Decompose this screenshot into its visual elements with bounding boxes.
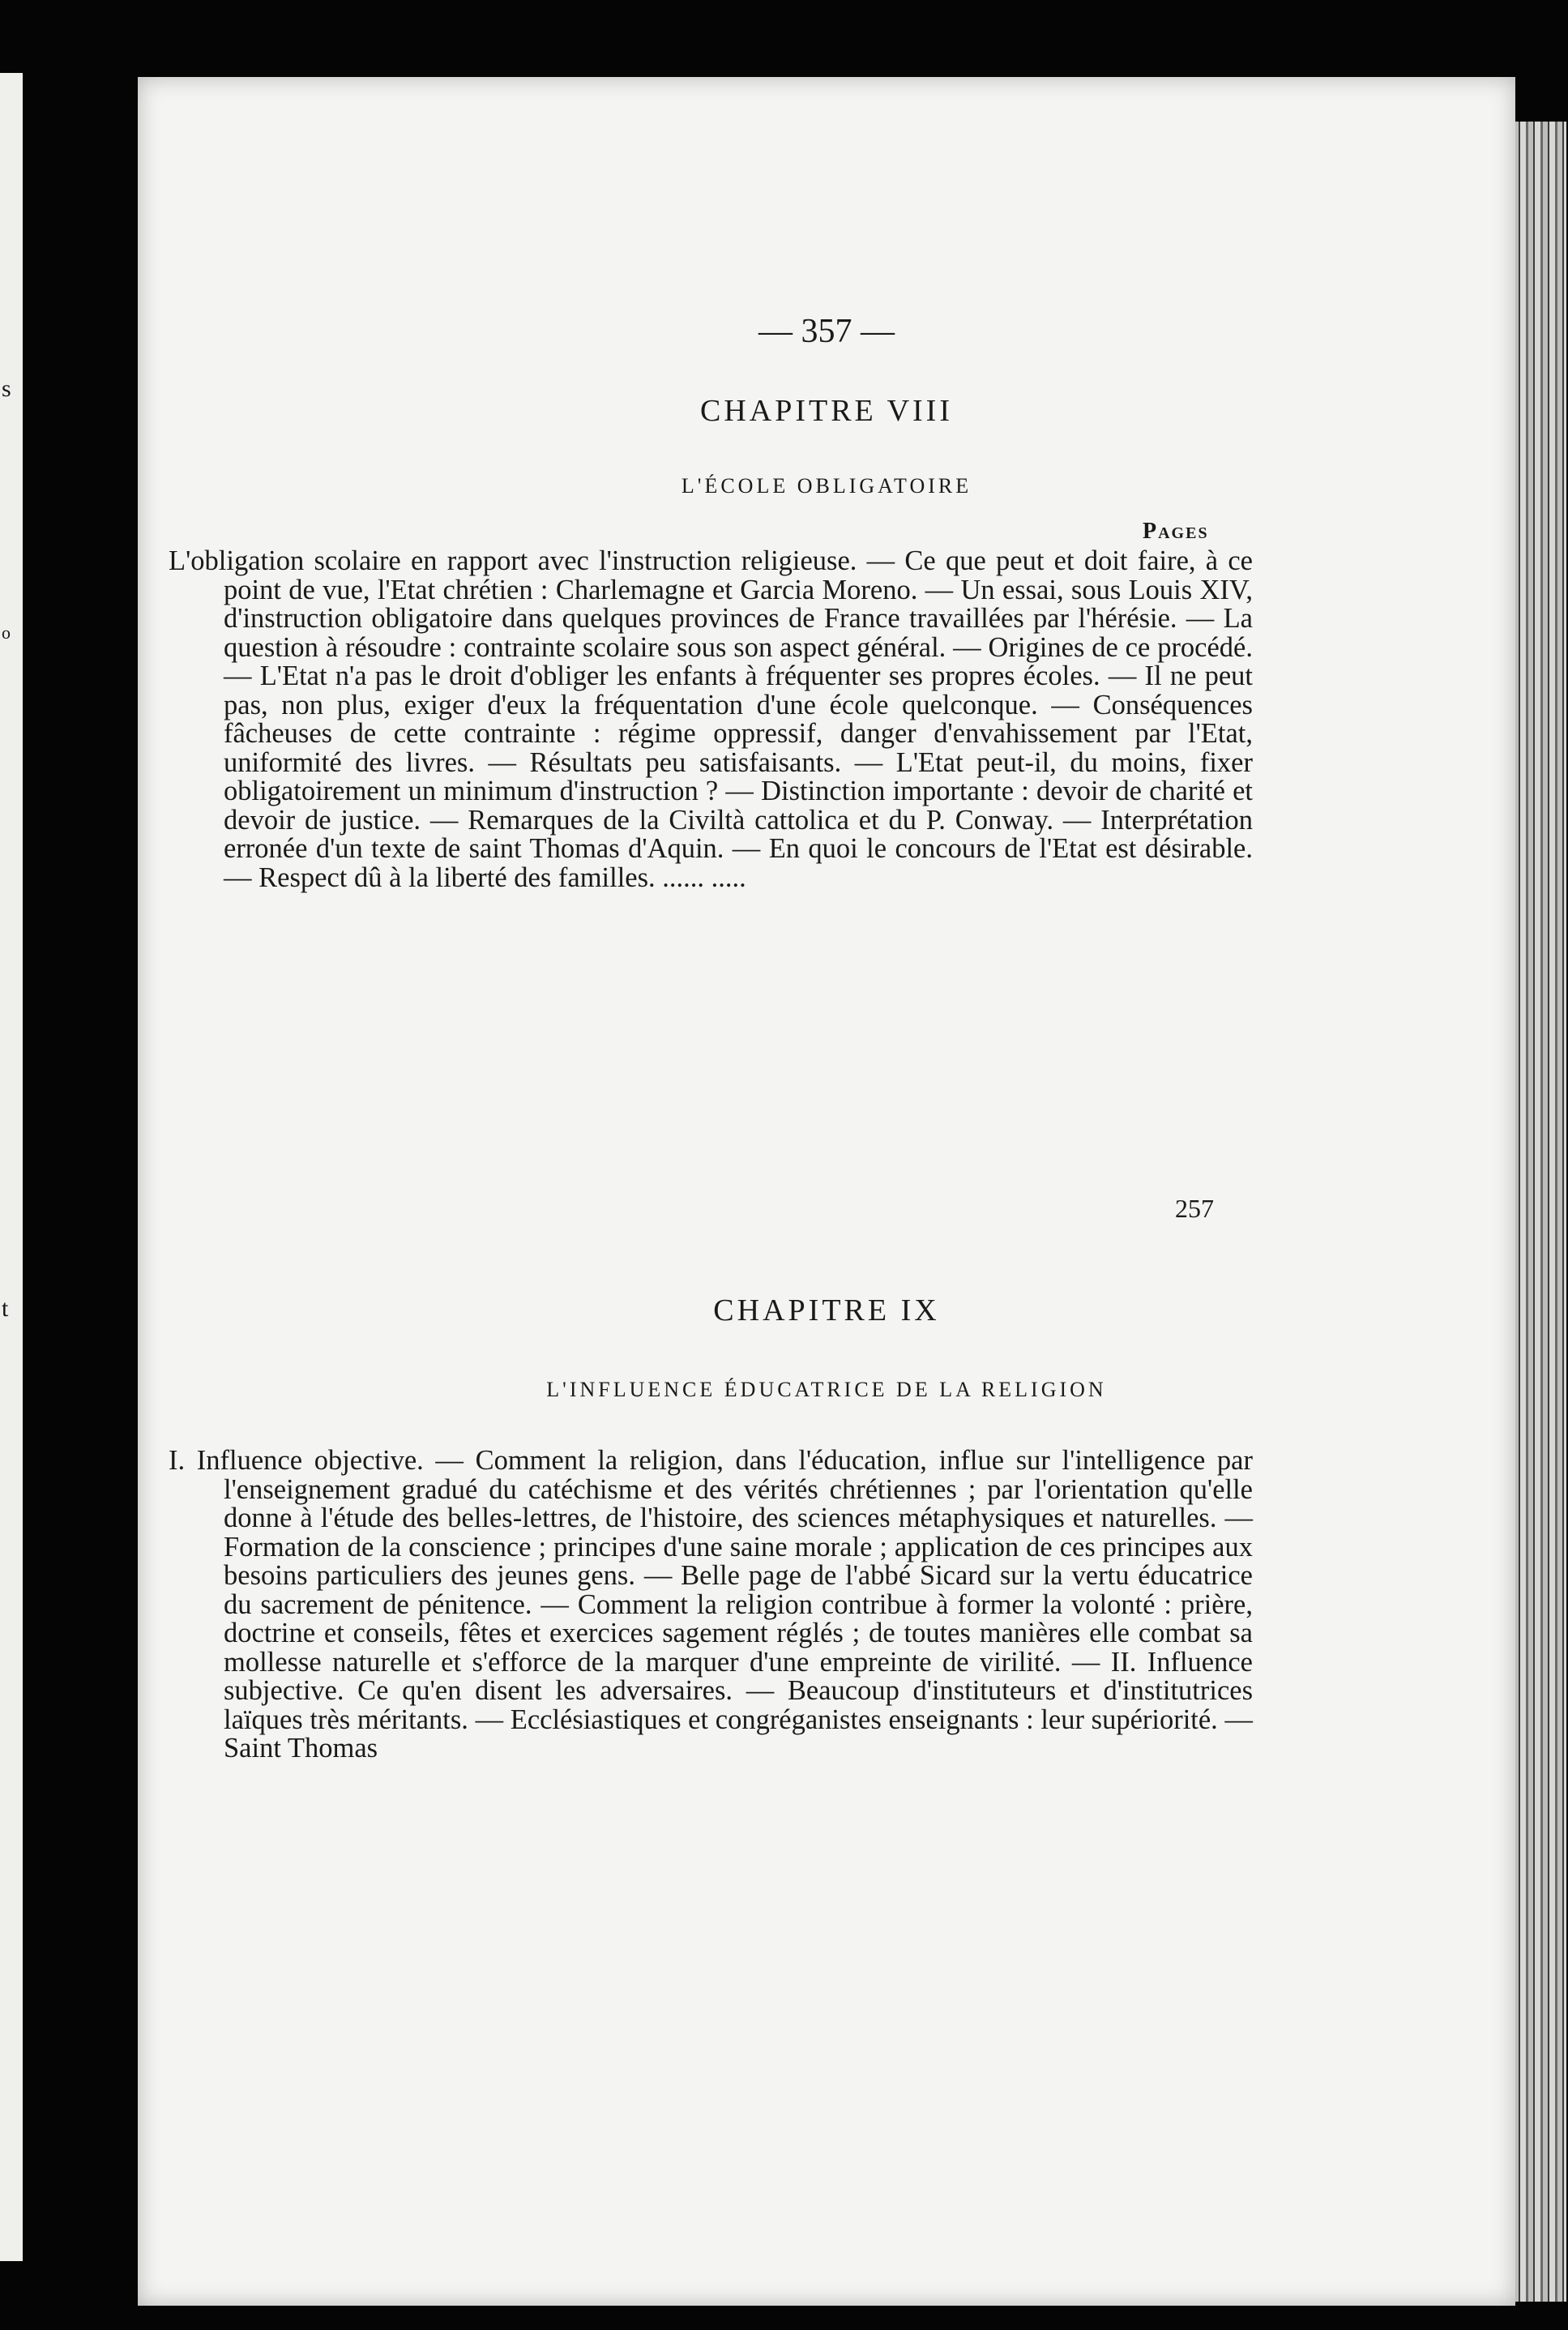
chapter-8-summary: L'obligation scolaire en rapport avec l'instruction religieuse. — Ce que peut et doit faire, à ce point de vue, l'Etat chrétien : Charlemagne et Garcia Moreno. — Un essai, sous Louis XIV, d'instruction obligatoire dans quelques provinces de France travaillées par l'hérésie. — La question à résoudre : contrainte scolaire sous son aspect général. — Origines de ce procédé. — L'Etat n'a pas le droit d'obliger les enfants à fréquenter ses propres écoles. — Il ne peut pas, non plus, exiger d'eux la fréquentation d'une école quelconque. — Conséquences fâcheuses de cette contrainte : régime oppressif, danger d'envahissement par l'Etat, uniformité des livres. — Résultats peu satisfaisants. — L'Etat peut-il, du moins, fixer obligatoirement un minimum d'instruction ? — Distinction importante : devoir de charité et devoir de justice. — Remarques de la Civiltà cattolica et du P. Conway. — Interprétation erronée d'un texte de saint Thomas d'Aquin. — En quoi le concours de l'Etat est désirable. — Respect dû à la liberté des familles. ...... ..... [169, 545, 1253, 893]
chapter-9-summary: I. Influence objective. — Comment la religion, dans l'éducation, influe sur l'intelligence par l'enseignement gradué du catéchisme et des vérités chrétiennes ; par l'orientation qu'elle donne à l'étude des belles-lettres, de l'histoire, des sciences métaphysiques et naturelles. — Formation de la conscience ; principes d'une saine morale ; application de ces principes aux besoins particuliers des jeunes gens. — Belle page de l'abbé Sicard sur la vertu éducatrice du sacrement de pénitence. — Comment la religion contribue à former la volonté : prière, doctrine et conseils, fêtes et exercices sagement réglés ; de toutes manières elle combat sa mollesse naturelle et s'efforce de la marquer d'une empreinte de virilité. — II. Influence subjective. Ce qu'en disent les adversaires. — Beaucoup d'instituteurs et d'institutrices laïques très méritants. — Ecclésiastiques et congréganistes enseignants : leur supériorité. — Saint Thomas [169, 1445, 1253, 1764]
chapter-9-heading: CHAPITRE IX [713, 1293, 940, 1327]
book-page [138, 77, 1515, 2306]
chapter-8-page-ref: 257 [1175, 1194, 1214, 1223]
chapter-9-title: L'INFLUENCE ÉDUCATRICE DE LA RELIGION [546, 1378, 1107, 1401]
adjacent-page-edge [0, 73, 23, 2261]
adjacent-page-fragment: s [2, 375, 11, 402]
adjacent-page-fragment: o [2, 622, 11, 643]
chapter-8-heading: CHAPITRE VIII [699, 394, 953, 428]
chapter-8-title: L'ÉCOLE OBLIGATOIRE [681, 474, 972, 498]
adjacent-page-fragment: t [2, 1295, 9, 1322]
page-number: — 357 — [758, 313, 895, 350]
pages-column-label: Pages [1143, 519, 1209, 544]
